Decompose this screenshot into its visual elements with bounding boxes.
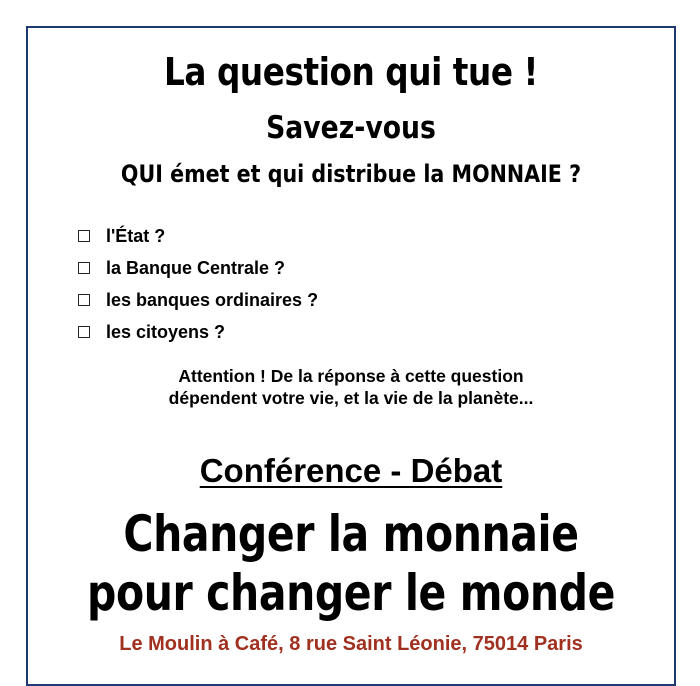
answer-options	[78, 220, 318, 348]
event-headline-line2: pour changer le monde	[87, 564, 615, 622]
venue-address: Le Moulin à Café, 8 rue Saint Léonie, 75014 Paris	[119, 633, 583, 655]
option-label: les citoyens ?	[106, 321, 226, 342]
option-label: les banques ordinaires ?	[106, 289, 319, 310]
option-item	[78, 284, 318, 316]
option-item	[78, 220, 318, 252]
warning-line: dépendent votre vie, et la vie de la planète...	[168, 388, 534, 408]
warning-text	[26, 365, 676, 409]
option-item	[78, 252, 318, 284]
option-label: la Banque Centrale ?	[106, 257, 286, 278]
option-item	[78, 316, 318, 348]
option-label: l'État ?	[106, 225, 166, 246]
checkbox-icon	[78, 326, 90, 338]
checkbox-icon	[78, 262, 90, 274]
subtitle-savez-vous: Savez-vous	[266, 110, 436, 146]
event-type-label: Conférence - Débat	[199, 452, 503, 489]
warning-line: Attention ! De la réponse à cette question	[178, 366, 524, 386]
checkbox-icon	[78, 230, 90, 242]
event-type	[26, 452, 676, 490]
checkbox-icon	[78, 294, 90, 306]
flyer-content	[26, 0, 676, 662]
headline-question: La question qui tue !	[164, 50, 538, 94]
subtitle-money-question: QUI émet et qui distribue la MONNAIE ?	[120, 160, 582, 188]
event-headline-line1: Changer la monnaie	[123, 505, 579, 563]
